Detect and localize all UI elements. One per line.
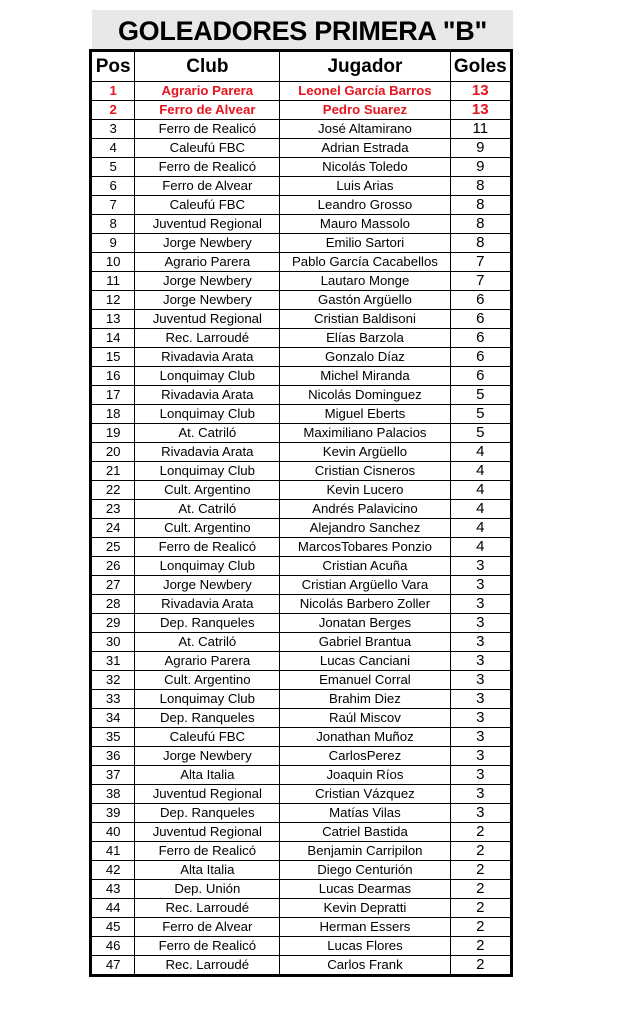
goals-cell: 4 <box>450 462 511 481</box>
pos-cell: 30 <box>91 633 135 652</box>
club-cell: Dep. Unión <box>135 880 280 899</box>
goals-cell: 3 <box>450 652 511 671</box>
table-row <box>91 386 512 405</box>
table-row <box>91 519 512 538</box>
pos-cell: 10 <box>91 253 135 272</box>
pos-cell: 7 <box>91 196 135 215</box>
club-cell: Cult. Argentino <box>135 519 280 538</box>
player-cell: Elías Barzola <box>280 329 450 348</box>
club-cell: Lonquimay Club <box>135 462 280 481</box>
pos-cell: 36 <box>91 747 135 766</box>
goals-cell: 3 <box>450 766 511 785</box>
player-cell: Cristian Vázquez <box>280 785 450 804</box>
table-row <box>91 500 512 519</box>
table-row <box>91 291 512 310</box>
player-cell: Pablo García Cacabellos <box>280 253 450 272</box>
goals-cell: 4 <box>450 538 511 557</box>
table-row <box>91 747 512 766</box>
goals-cell: 6 <box>450 291 511 310</box>
table-row <box>91 576 512 595</box>
club-cell: Juventud Regional <box>135 823 280 842</box>
club-cell: Ferro de Realicó <box>135 937 280 956</box>
pos-cell: 15 <box>91 348 135 367</box>
player-cell: Jonatan Berges <box>280 614 450 633</box>
table-row <box>91 709 512 728</box>
table-row <box>91 880 512 899</box>
table-row <box>91 728 512 747</box>
table-row <box>91 804 512 823</box>
player-cell: Herman Essers <box>280 918 450 937</box>
player-cell: Emilio Sartori <box>280 234 450 253</box>
table-row <box>91 557 512 576</box>
column-header-pos: Pos <box>91 51 135 82</box>
header-row <box>91 51 512 82</box>
club-cell: Jorge Newbery <box>135 234 280 253</box>
pos-cell: 26 <box>91 557 135 576</box>
club-cell: Juventud Regional <box>135 310 280 329</box>
player-cell: Nicolás Toledo <box>280 158 450 177</box>
player-cell: Matías Vilas <box>280 804 450 823</box>
club-cell: Jorge Newbery <box>135 747 280 766</box>
table-row <box>91 538 512 557</box>
goals-cell: 3 <box>450 633 511 652</box>
pos-cell: 13 <box>91 310 135 329</box>
player-cell: CarlosPerez <box>280 747 450 766</box>
table-row <box>91 101 512 120</box>
player-cell: Diego Centurión <box>280 861 450 880</box>
club-cell: Rec. Larroudé <box>135 956 280 976</box>
pos-cell: 32 <box>91 671 135 690</box>
goals-cell: 3 <box>450 785 511 804</box>
player-cell: Cristian Cisneros <box>280 462 450 481</box>
goals-cell: 13 <box>450 82 511 101</box>
player-cell: Cristian Argüello Vara <box>280 576 450 595</box>
player-cell: Nicolás Dominguez <box>280 386 450 405</box>
player-cell: Jonathan Muñoz <box>280 728 450 747</box>
goals-cell: 2 <box>450 899 511 918</box>
player-cell: Gastón Argüello <box>280 291 450 310</box>
club-cell: Cult. Argentino <box>135 671 280 690</box>
club-cell: Rec. Larroudé <box>135 329 280 348</box>
scorers-table <box>89 49 513 977</box>
club-cell: Jorge Newbery <box>135 272 280 291</box>
pos-cell: 34 <box>91 709 135 728</box>
club-cell: Dep. Ranqueles <box>135 614 280 633</box>
table-row <box>91 196 512 215</box>
club-cell: Rivadavia Arata <box>135 443 280 462</box>
table-row <box>91 310 512 329</box>
goals-cell: 4 <box>450 481 511 500</box>
club-cell: Rivadavia Arata <box>135 595 280 614</box>
goals-cell: 8 <box>450 196 511 215</box>
club-cell: Rec. Larroudé <box>135 899 280 918</box>
goals-cell: 7 <box>450 272 511 291</box>
pos-cell: 19 <box>91 424 135 443</box>
goals-cell: 6 <box>450 367 511 386</box>
pos-cell: 35 <box>91 728 135 747</box>
pos-cell: 23 <box>91 500 135 519</box>
pos-cell: 20 <box>91 443 135 462</box>
table-row <box>91 120 512 139</box>
player-cell: Leandro Grosso <box>280 196 450 215</box>
player-cell: Kevin Lucero <box>280 481 450 500</box>
club-cell: Ferro de Realicó <box>135 842 280 861</box>
club-cell: Lonquimay Club <box>135 405 280 424</box>
table-row <box>91 956 512 976</box>
pos-cell: 47 <box>91 956 135 976</box>
club-cell: Caleufú FBC <box>135 196 280 215</box>
pos-cell: 18 <box>91 405 135 424</box>
table-row <box>91 158 512 177</box>
pos-cell: 6 <box>91 177 135 196</box>
club-cell: Ferro de Realicó <box>135 538 280 557</box>
goals-cell: 3 <box>450 728 511 747</box>
player-cell: MarcosTobares Ponzio <box>280 538 450 557</box>
goals-cell: 2 <box>450 880 511 899</box>
club-cell: Juventud Regional <box>135 785 280 804</box>
table-row <box>91 823 512 842</box>
goals-cell: 5 <box>450 424 511 443</box>
goals-cell: 2 <box>450 937 511 956</box>
club-cell: Agrario Parera <box>135 652 280 671</box>
goals-cell: 3 <box>450 557 511 576</box>
club-cell: Lonquimay Club <box>135 690 280 709</box>
table-row <box>91 671 512 690</box>
pos-cell: 3 <box>91 120 135 139</box>
goals-cell: 6 <box>450 329 511 348</box>
goals-cell: 11 <box>450 120 511 139</box>
player-cell: Adrian Estrada <box>280 139 450 158</box>
table-row <box>91 633 512 652</box>
pos-cell: 21 <box>91 462 135 481</box>
club-cell: Ferro de Realicó <box>135 120 280 139</box>
player-cell: Cristian Acuña <box>280 557 450 576</box>
table-row <box>91 443 512 462</box>
pos-cell: 46 <box>91 937 135 956</box>
goals-cell: 5 <box>450 386 511 405</box>
club-cell: Cult. Argentino <box>135 481 280 500</box>
club-cell: Jorge Newbery <box>135 576 280 595</box>
goals-cell: 3 <box>450 690 511 709</box>
goals-cell: 4 <box>450 519 511 538</box>
player-cell: Luis Arias <box>280 177 450 196</box>
pos-cell: 39 <box>91 804 135 823</box>
goals-cell: 6 <box>450 348 511 367</box>
player-cell: Gonzalo Díaz <box>280 348 450 367</box>
pos-cell: 1 <box>91 82 135 101</box>
goals-cell: 7 <box>450 253 511 272</box>
pos-cell: 31 <box>91 652 135 671</box>
goals-cell: 3 <box>450 747 511 766</box>
goals-cell: 2 <box>450 956 511 976</box>
table-row <box>91 861 512 880</box>
club-cell: Rivadavia Arata <box>135 348 280 367</box>
club-cell: Ferro de Alvear <box>135 918 280 937</box>
pos-cell: 27 <box>91 576 135 595</box>
pos-cell: 43 <box>91 880 135 899</box>
page-title: GOLEADORES PRIMERA "B" <box>92 10 513 50</box>
goals-cell: 13 <box>450 101 511 120</box>
table-row <box>91 348 512 367</box>
player-cell: Maximiliano Palacios <box>280 424 450 443</box>
player-cell: Cristian Baldisoni <box>280 310 450 329</box>
club-cell: Juventud Regional <box>135 215 280 234</box>
pos-cell: 16 <box>91 367 135 386</box>
table-row <box>91 614 512 633</box>
player-cell: Lucas Flores <box>280 937 450 956</box>
player-cell: Andrés Palavicino <box>280 500 450 519</box>
player-cell: Brahim Diez <box>280 690 450 709</box>
table-row <box>91 215 512 234</box>
goals-cell: 9 <box>450 158 511 177</box>
table-row <box>91 595 512 614</box>
club-cell: Caleufú FBC <box>135 728 280 747</box>
table-body <box>91 82 512 976</box>
table-row <box>91 272 512 291</box>
player-cell: Carlos Frank <box>280 956 450 976</box>
pos-cell: 25 <box>91 538 135 557</box>
pos-cell: 9 <box>91 234 135 253</box>
pos-cell: 24 <box>91 519 135 538</box>
goals-cell: 8 <box>450 177 511 196</box>
club-cell: Agrario Parera <box>135 253 280 272</box>
table-row <box>91 652 512 671</box>
goals-cell: 8 <box>450 215 511 234</box>
club-cell: Ferro de Alvear <box>135 101 280 120</box>
goals-cell: 2 <box>450 823 511 842</box>
pos-cell: 29 <box>91 614 135 633</box>
pos-cell: 38 <box>91 785 135 804</box>
club-cell: Agrario Parera <box>135 82 280 101</box>
goals-cell: 5 <box>450 405 511 424</box>
table-row <box>91 139 512 158</box>
table-row <box>91 462 512 481</box>
club-cell: Jorge Newbery <box>135 291 280 310</box>
goals-cell: 3 <box>450 709 511 728</box>
table-row <box>91 82 512 101</box>
pos-cell: 5 <box>91 158 135 177</box>
pos-cell: 42 <box>91 861 135 880</box>
pos-cell: 12 <box>91 291 135 310</box>
club-cell: At. Catriló <box>135 633 280 652</box>
club-cell: Lonquimay Club <box>135 367 280 386</box>
column-header-goals: Goles <box>450 51 511 82</box>
pos-cell: 37 <box>91 766 135 785</box>
goals-cell: 3 <box>450 595 511 614</box>
table-row <box>91 177 512 196</box>
table-row <box>91 405 512 424</box>
table-row <box>91 690 512 709</box>
column-header-player: Jugador <box>280 51 450 82</box>
table-row <box>91 481 512 500</box>
player-cell: Raúl Miscov <box>280 709 450 728</box>
player-cell: Miguel Eberts <box>280 405 450 424</box>
column-header-club: Club <box>135 51 280 82</box>
pos-cell: 4 <box>91 139 135 158</box>
club-cell: Alta Italia <box>135 766 280 785</box>
pos-cell: 22 <box>91 481 135 500</box>
goals-cell: 3 <box>450 614 511 633</box>
table-row <box>91 253 512 272</box>
table-row <box>91 785 512 804</box>
table-row <box>91 234 512 253</box>
goals-cell: 2 <box>450 861 511 880</box>
player-cell: Kevin Depratti <box>280 899 450 918</box>
club-cell: Alta Italia <box>135 861 280 880</box>
player-cell: Benjamin Carripilon <box>280 842 450 861</box>
goals-cell: 8 <box>450 234 511 253</box>
table-row <box>91 766 512 785</box>
pos-cell: 8 <box>91 215 135 234</box>
pos-cell: 28 <box>91 595 135 614</box>
goals-cell: 2 <box>450 918 511 937</box>
table-row <box>91 937 512 956</box>
club-cell: Dep. Ranqueles <box>135 804 280 823</box>
pos-cell: 17 <box>91 386 135 405</box>
player-cell: Michel Miranda <box>280 367 450 386</box>
table-row <box>91 424 512 443</box>
table-row <box>91 367 512 386</box>
goals-cell: 6 <box>450 310 511 329</box>
table-row <box>91 899 512 918</box>
pos-cell: 44 <box>91 899 135 918</box>
pos-cell: 14 <box>91 329 135 348</box>
player-cell: Nicolás Barbero Zoller <box>280 595 450 614</box>
table-row <box>91 329 512 348</box>
club-cell: Caleufú FBC <box>135 139 280 158</box>
goals-cell: 4 <box>450 500 511 519</box>
player-cell: Gabriel Brantua <box>280 633 450 652</box>
player-cell: Catriel Bastida <box>280 823 450 842</box>
club-cell: Lonquimay Club <box>135 557 280 576</box>
table-row <box>91 918 512 937</box>
player-cell: Lucas Dearmas <box>280 880 450 899</box>
goals-cell: 9 <box>450 139 511 158</box>
player-cell: Alejandro Sanchez <box>280 519 450 538</box>
table-row <box>91 842 512 861</box>
goals-cell: 3 <box>450 576 511 595</box>
pos-cell: 41 <box>91 842 135 861</box>
club-cell: Dep. Ranqueles <box>135 709 280 728</box>
pos-cell: 2 <box>91 101 135 120</box>
player-cell: Lucas Canciani <box>280 652 450 671</box>
club-cell: Rivadavia Arata <box>135 386 280 405</box>
goals-cell: 3 <box>450 804 511 823</box>
pos-cell: 33 <box>91 690 135 709</box>
goals-cell: 3 <box>450 671 511 690</box>
player-cell: Lautaro Monge <box>280 272 450 291</box>
goals-cell: 4 <box>450 443 511 462</box>
player-cell: Joaquin Ríos <box>280 766 450 785</box>
player-cell: Mauro Massolo <box>280 215 450 234</box>
club-cell: At. Catriló <box>135 500 280 519</box>
goals-cell: 2 <box>450 842 511 861</box>
player-cell: Kevin Argüello <box>280 443 450 462</box>
club-cell: At. Catriló <box>135 424 280 443</box>
player-cell: Emanuel Corral <box>280 671 450 690</box>
club-cell: Ferro de Realicó <box>135 158 280 177</box>
player-cell: José Altamirano <box>280 120 450 139</box>
pos-cell: 45 <box>91 918 135 937</box>
club-cell: Ferro de Alvear <box>135 177 280 196</box>
pos-cell: 11 <box>91 272 135 291</box>
pos-cell: 40 <box>91 823 135 842</box>
player-cell: Leonel García Barros <box>280 82 450 101</box>
player-cell: Pedro Suarez <box>280 101 450 120</box>
